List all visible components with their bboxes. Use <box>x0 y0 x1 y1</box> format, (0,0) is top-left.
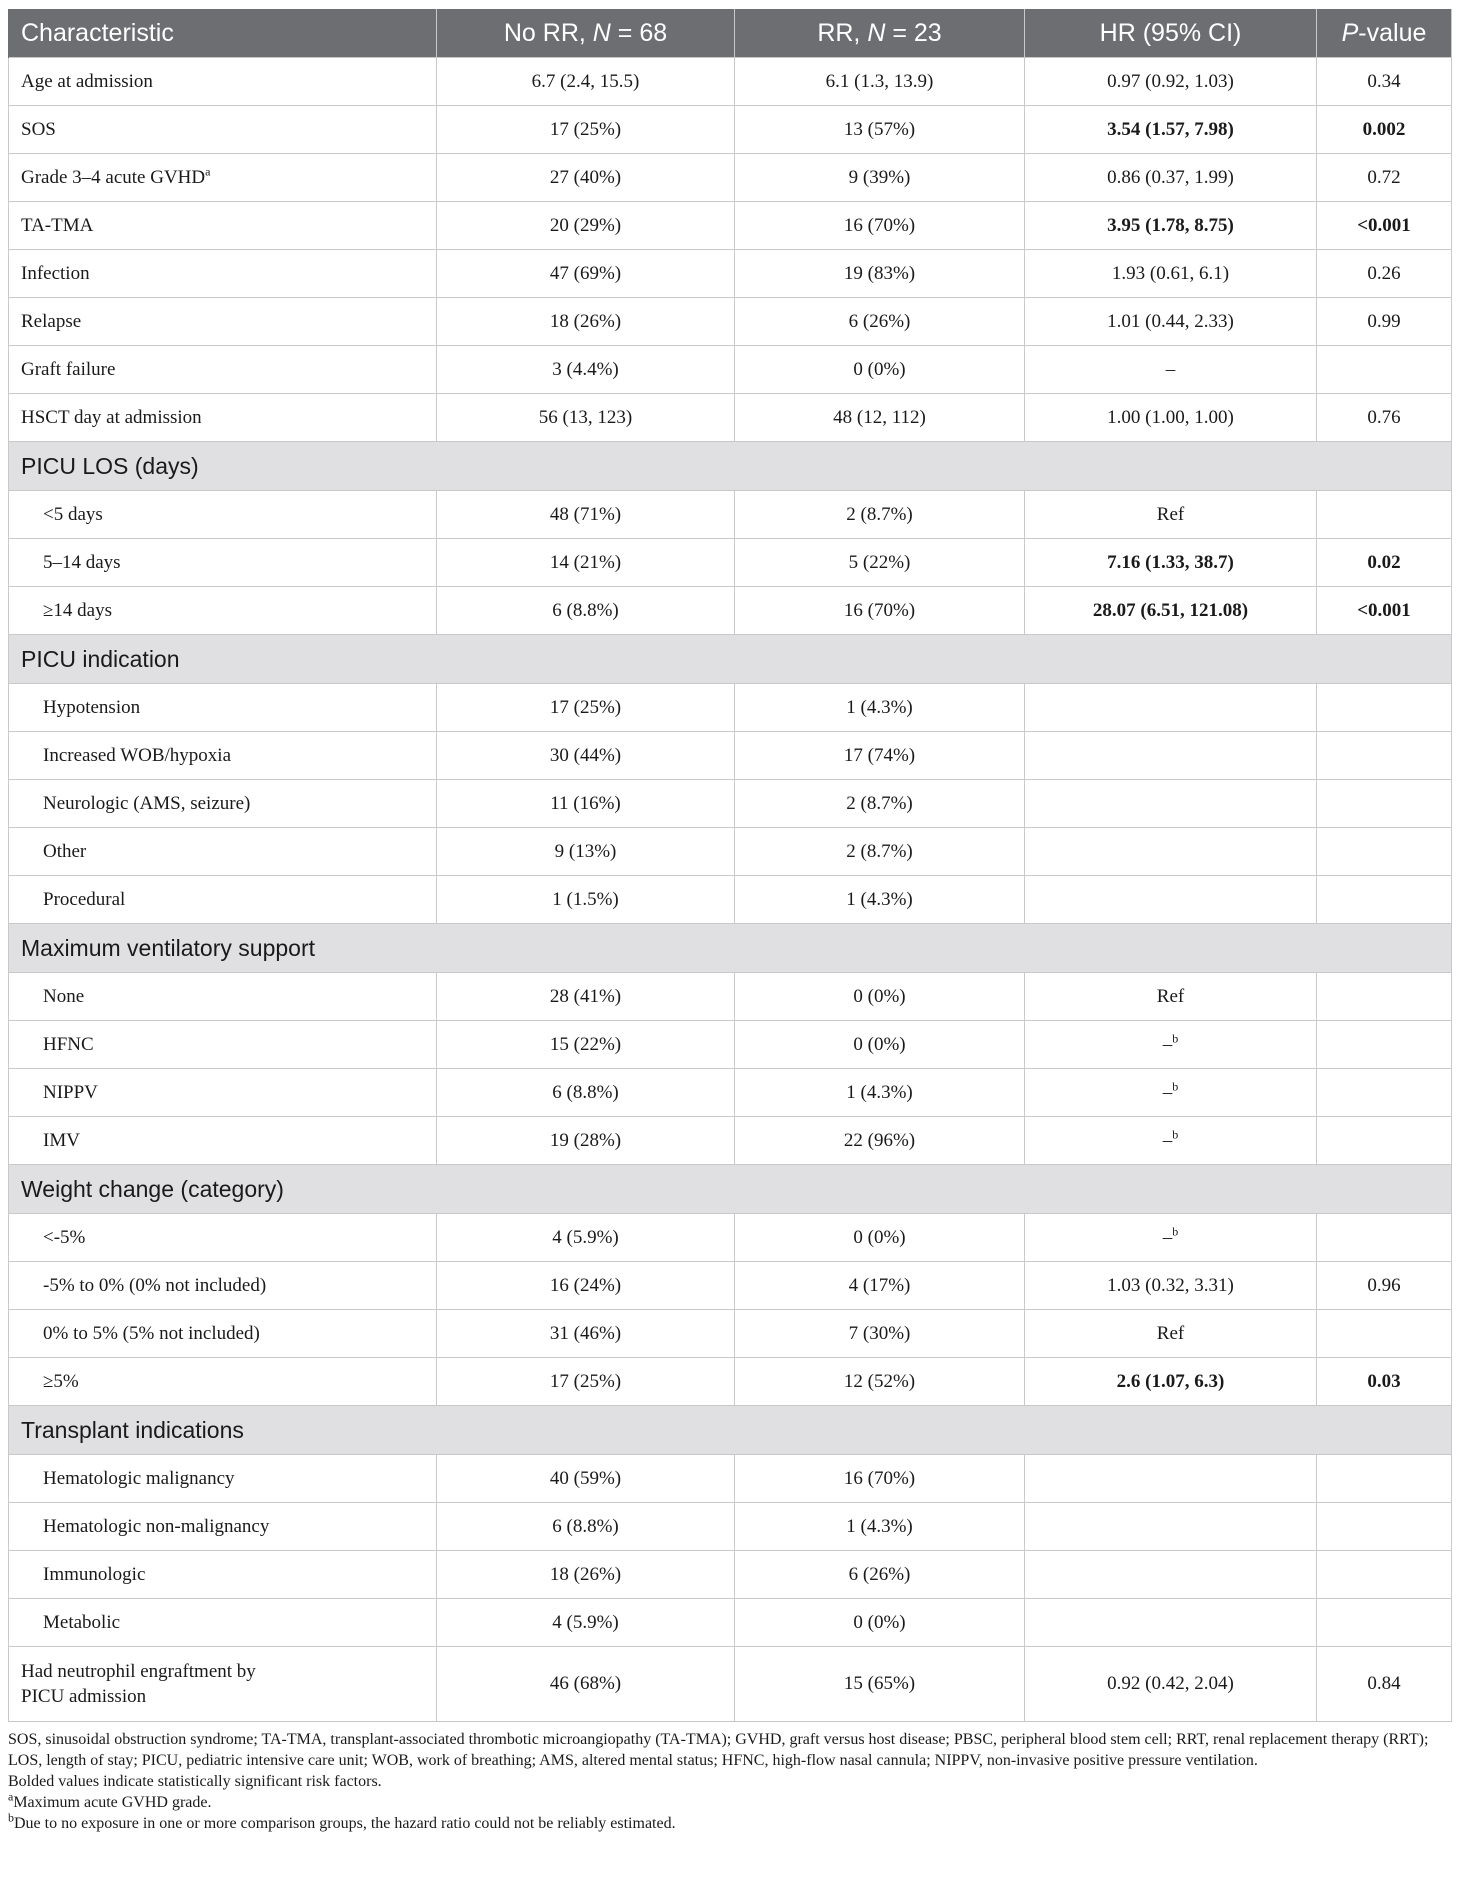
cell-hr <box>1025 539 1317 587</box>
cell-hr: Ref <box>1025 1310 1317 1358</box>
table-row <box>9 539 1452 587</box>
row-label: Hypotension <box>9 684 437 732</box>
cell-rr: 16 (70%) <box>735 1455 1025 1503</box>
cell-rr: 15 (65%) <box>735 1647 1025 1722</box>
cell-hr: 0.86 (0.37, 1.99) <box>1025 154 1317 202</box>
table-row <box>9 973 1452 1021</box>
row-label: None <box>9 973 437 1021</box>
cell-p: 0.34 <box>1317 58 1452 106</box>
cell-p <box>1317 1214 1452 1262</box>
cell-no-rr: 6 (8.8%) <box>437 1503 735 1551</box>
cell-rr: 2 (8.7%) <box>735 828 1025 876</box>
cell-hr <box>1025 1503 1317 1551</box>
row-label: Relapse <box>9 298 437 346</box>
cell-p <box>1317 973 1452 1021</box>
significant-value: 3.95 (1.78, 8.75) <box>1107 214 1234 236</box>
cell-p <box>1317 684 1452 732</box>
cell-p <box>1317 106 1452 154</box>
cell-rr: 16 (70%) <box>735 202 1025 250</box>
cell-p <box>1317 1551 1452 1599</box>
row-label: NIPPV <box>9 1069 437 1117</box>
footnote-marker: a <box>205 164 211 179</box>
cell-p <box>1317 780 1452 828</box>
cell-hr <box>1025 828 1317 876</box>
section-row <box>9 635 1452 684</box>
cell-rr: 17 (74%) <box>735 732 1025 780</box>
cell-p <box>1317 1503 1452 1551</box>
cell-rr: 7 (30%) <box>735 1310 1025 1358</box>
cell-p: 0.76 <box>1317 394 1452 442</box>
row-label: <-5% <box>9 1214 437 1262</box>
table-row <box>9 780 1452 828</box>
table-row <box>9 154 1452 202</box>
cell-rr: 6.1 (1.3, 13.9) <box>735 58 1025 106</box>
cell-rr: 1 (4.3%) <box>735 1069 1025 1117</box>
significant-value: <0.001 <box>1357 599 1411 621</box>
cell-p: 0.72 <box>1317 154 1452 202</box>
cell-no-rr: 4 (5.9%) <box>437 1599 735 1647</box>
cell-no-rr: 18 (26%) <box>437 1551 735 1599</box>
table-row <box>9 106 1452 154</box>
cell-no-rr: 47 (69%) <box>437 250 735 298</box>
cell-rr: 0 (0%) <box>735 1599 1025 1647</box>
significant-value: 0.002 <box>1362 118 1406 140</box>
table-row <box>9 1214 1452 1262</box>
cell-rr: 1 (4.3%) <box>735 876 1025 924</box>
cell-hr: – <box>1025 346 1317 394</box>
footnote-marker: b <box>1172 1031 1179 1046</box>
cell-no-rr: 6 (8.8%) <box>437 1069 735 1117</box>
row-label: Other <box>9 828 437 876</box>
cell-hr <box>1025 106 1317 154</box>
cell-p <box>1317 587 1452 635</box>
table-row <box>9 1503 1452 1551</box>
cell-no-rr: 6.7 (2.4, 15.5) <box>437 58 735 106</box>
row-label: Graft failure <box>9 346 437 394</box>
significant-value: <0.001 <box>1357 214 1411 236</box>
row-label: <5 days <box>9 491 437 539</box>
cell-p <box>1317 876 1452 924</box>
table-row <box>9 1262 1452 1310</box>
cell-p <box>1317 1358 1452 1406</box>
section-row <box>9 1165 1452 1214</box>
table-row <box>9 1551 1452 1599</box>
table-row <box>9 1310 1452 1358</box>
table-row <box>9 346 1452 394</box>
header-no-rr: No RR, N = 68 <box>437 9 735 58</box>
row-label: Neurologic (AMS, seizure) <box>9 780 437 828</box>
cell-p: 0.84 <box>1317 1647 1452 1722</box>
section-row <box>9 442 1452 491</box>
cell-hr: 0.92 (0.42, 2.04) <box>1025 1647 1317 1722</box>
cell-p <box>1317 1310 1452 1358</box>
cell-p <box>1317 1069 1452 1117</box>
table-header <box>9 9 1452 58</box>
section-title-weight-change: Weight change (category) <box>9 1165 1452 1214</box>
row-label: SOS <box>9 106 437 154</box>
cell-p <box>1317 828 1452 876</box>
footnote-marker: b <box>1172 1127 1179 1142</box>
cell-hr: 1.93 (0.61, 6.1) <box>1025 250 1317 298</box>
cell-rr: 9 (39%) <box>735 154 1025 202</box>
cell-no-rr: 17 (25%) <box>437 684 735 732</box>
table-body <box>9 58 1452 1722</box>
row-label: Hematologic non-malignancy <box>9 1503 437 1551</box>
cell-p: 0.26 <box>1317 250 1452 298</box>
cell-rr: 4 (17%) <box>735 1262 1025 1310</box>
cell-no-rr: 40 (59%) <box>437 1455 735 1503</box>
significant-value: 2.6 (1.07, 6.3) <box>1116 1370 1225 1392</box>
header-p-value: P-value <box>1317 9 1452 58</box>
significant-value: 0.03 <box>1367 1370 1401 1392</box>
cell-rr: 48 (12, 112) <box>735 394 1025 442</box>
cell-no-rr: 16 (24%) <box>437 1262 735 1310</box>
table-row <box>9 1647 1452 1722</box>
cell-no-rr: 1 (1.5%) <box>437 876 735 924</box>
results-table <box>8 9 1452 1722</box>
table-row <box>9 1069 1452 1117</box>
table-row <box>9 1021 1452 1069</box>
cell-p <box>1317 491 1452 539</box>
cell-rr: 22 (96%) <box>735 1117 1025 1165</box>
row-label: Metabolic <box>9 1599 437 1647</box>
cell-no-rr: 11 (16%) <box>437 780 735 828</box>
row-label: Procedural <box>9 876 437 924</box>
table-row <box>9 732 1452 780</box>
cell-no-rr: 6 (8.8%) <box>437 587 735 635</box>
table-row <box>9 394 1452 442</box>
cell-p <box>1317 1021 1452 1069</box>
header-rr: RR, N = 23 <box>735 9 1025 58</box>
footnote-marker: b <box>1172 1224 1179 1239</box>
cell-hr: 1.03 (0.32, 3.31) <box>1025 1262 1317 1310</box>
cell-no-rr: 15 (22%) <box>437 1021 735 1069</box>
row-label: ≥14 days <box>9 587 437 635</box>
significant-value: 3.54 (1.57, 7.98) <box>1107 118 1234 140</box>
cell-hr <box>1025 684 1317 732</box>
cell-hr: –$^b$ <box>1025 1117 1317 1165</box>
row-label: 0% to 5% (5% not included) <box>9 1310 437 1358</box>
cell-hr: –$^b$ <box>1025 1069 1317 1117</box>
cell-rr: 1 (4.3%) <box>735 684 1025 732</box>
cell-no-rr: 31 (46%) <box>437 1310 735 1358</box>
table-row <box>9 876 1452 924</box>
cell-p <box>1317 1117 1452 1165</box>
footnote-a: $^a$Maximum acute GVHD grade. <box>8 1789 212 1811</box>
cell-no-rr: 3 (4.4%) <box>437 346 735 394</box>
cell-no-rr: 4 (5.9%) <box>437 1214 735 1262</box>
cell-no-rr: 56 (13, 123) <box>437 394 735 442</box>
table-row <box>9 1599 1452 1647</box>
cell-hr <box>1025 780 1317 828</box>
cell-rr: 1 (4.3%) <box>735 1503 1025 1551</box>
row-label: Infection <box>9 250 437 298</box>
cell-no-rr: 27 (40%) <box>437 154 735 202</box>
row-label: TA-TMA <box>9 202 437 250</box>
cell-rr: 0 (0%) <box>735 1214 1025 1262</box>
cell-no-rr: 30 (44%) <box>437 732 735 780</box>
cell-hr: –$^b$ <box>1025 1214 1317 1262</box>
cell-no-rr: 17 (25%) <box>437 106 735 154</box>
cell-rr: 16 (70%) <box>735 587 1025 635</box>
cell-hr: 1.00 (1.00, 1.00) <box>1025 394 1317 442</box>
cell-no-rr: 14 (21%) <box>437 539 735 587</box>
table-row <box>9 828 1452 876</box>
cell-p <box>1317 1599 1452 1647</box>
cell-no-rr: 18 (26%) <box>437 298 735 346</box>
row-label: -5% to 0% (0% not included) <box>9 1262 437 1310</box>
cell-no-rr: 46 (68%) <box>437 1647 735 1722</box>
row-label: Hematologic malignancy <box>9 1455 437 1503</box>
table-row <box>9 684 1452 732</box>
cell-rr: 0 (0%) <box>735 973 1025 1021</box>
section-title-picu-indication: PICU indication <box>9 635 1452 684</box>
cell-hr <box>1025 732 1317 780</box>
table-footnotes <box>8 1729 1451 1834</box>
cell-no-rr: 19 (28%) <box>437 1117 735 1165</box>
cell-no-rr: 28 (41%) <box>437 973 735 1021</box>
table-row <box>9 202 1452 250</box>
cell-hr <box>1025 1599 1317 1647</box>
cell-rr: 12 (52%) <box>735 1358 1025 1406</box>
cell-p <box>1317 1455 1452 1503</box>
cell-p <box>1317 346 1452 394</box>
cell-rr: 2 (8.7%) <box>735 780 1025 828</box>
cell-hr: Ref <box>1025 491 1317 539</box>
section-title-transplant: Transplant indications <box>9 1406 1452 1455</box>
header-characteristic: Characteristic <box>9 9 437 58</box>
cell-rr: 5 (22%) <box>735 539 1025 587</box>
significant-value: 0.02 <box>1367 551 1401 573</box>
table-row <box>9 1117 1452 1165</box>
cell-hr <box>1025 202 1317 250</box>
cell-p <box>1317 732 1452 780</box>
cell-hr: 0.97 (0.92, 1.03) <box>1025 58 1317 106</box>
cell-no-rr: 9 (13%) <box>437 828 735 876</box>
table-row <box>9 1455 1452 1503</box>
cell-no-rr: 17 (25%) <box>437 1358 735 1406</box>
section-title-picu-los: PICU LOS (days) <box>9 442 1452 491</box>
row-label: Age at admission <box>9 58 437 106</box>
section-row <box>9 1406 1452 1455</box>
significant-value: 28.07 (6.51, 121.08) <box>1092 599 1249 621</box>
cell-rr: 0 (0%) <box>735 346 1025 394</box>
cell-hr <box>1025 1551 1317 1599</box>
footnote-marker: b <box>1172 1079 1179 1094</box>
row-label: Increased WOB/hypoxia <box>9 732 437 780</box>
footnote-bolded: Bolded values indicate statistically significant risk factors. <box>8 1773 382 1790</box>
document <box>8 9 1451 1834</box>
row-label: ≥5% <box>9 1358 437 1406</box>
section-row <box>9 924 1452 973</box>
table-row <box>9 491 1452 539</box>
cell-rr: 13 (57%) <box>735 106 1025 154</box>
table-row <box>9 250 1452 298</box>
cell-hr: Ref <box>1025 973 1317 1021</box>
header-hr: HR (95% CI) <box>1025 9 1317 58</box>
cell-p: 0.96 <box>1317 1262 1452 1310</box>
footnote-b: $^b$Due to no exposure in one or more comparison groups, the hazard ratio could not be reliably estimated. <box>8 1810 676 1832</box>
cell-hr <box>1025 587 1317 635</box>
table-row <box>9 1358 1452 1406</box>
cell-p <box>1317 539 1452 587</box>
row-label: 5–14 days <box>9 539 437 587</box>
table-row <box>9 298 1452 346</box>
row-label: Had neutrophil engraftment by PICU admission <box>9 1647 437 1722</box>
row-label: Immunologic <box>9 1551 437 1599</box>
table-row <box>9 587 1452 635</box>
cell-hr: –$^b$ <box>1025 1021 1317 1069</box>
cell-hr: 1.01 (0.44, 2.33) <box>1025 298 1317 346</box>
row-label: HFNC <box>9 1021 437 1069</box>
significant-value: 7.16 (1.33, 38.7) <box>1107 551 1234 573</box>
cell-rr: 19 (83%) <box>735 250 1025 298</box>
cell-p: 0.99 <box>1317 298 1452 346</box>
table-row <box>9 58 1452 106</box>
row-label: IMV <box>9 1117 437 1165</box>
cell-rr: 6 (26%) <box>735 1551 1025 1599</box>
cell-no-rr: 48 (71%) <box>437 491 735 539</box>
cell-p <box>1317 202 1452 250</box>
cell-hr <box>1025 1455 1317 1503</box>
cell-hr <box>1025 1358 1317 1406</box>
row-label: HSCT day at admission <box>9 394 437 442</box>
cell-hr <box>1025 876 1317 924</box>
cell-no-rr: 20 (29%) <box>437 202 735 250</box>
footnote-abbreviations: SOS, sinusoidal obstruction syndrome; TA-TMA, transplant-associated thrombotic microangiopathy (TA-TMA); GVHD, graft versus host disease; PBSC, peripheral blood stem cell; RRT, renal replacement therapy (RRT); LOS, length of stay; PICU, pediatric intensive care unit; WOB, work of breathing; AMS, altered mental status; HFNC, high-flow nasal cannula; NIPPV, non-invasive positive pressure ventilation. <box>8 1731 1429 1769</box>
cell-rr: 6 (26%) <box>735 298 1025 346</box>
section-title-ventilatory: Maximum ventilatory support <box>9 924 1452 973</box>
cell-rr: 0 (0%) <box>735 1021 1025 1069</box>
row-label: Grade 3–4 acute GVHD$^a$ <box>9 154 437 202</box>
cell-rr: 2 (8.7%) <box>735 491 1025 539</box>
